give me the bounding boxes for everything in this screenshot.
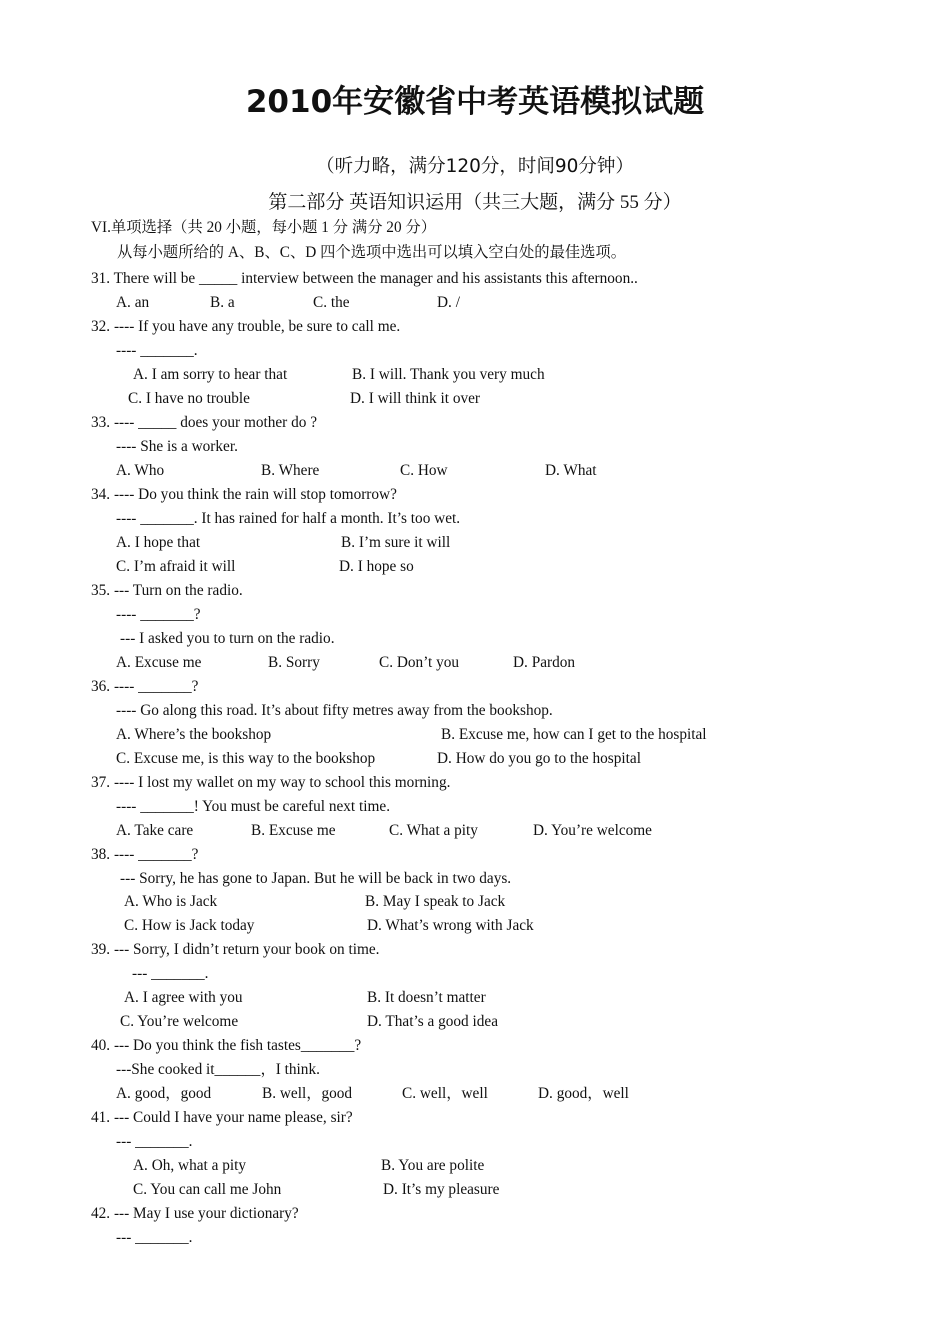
section-heading: 第二部分 英语知识运用（共三大题，满分 55 分） bbox=[268, 192, 682, 213]
option-b: B. May I speak to Jack bbox=[365, 893, 506, 910]
option-b: B. Excuse me bbox=[251, 822, 336, 839]
option-b: B. I will. Thank you very much bbox=[352, 366, 545, 383]
question-stem: 41. --- Could I have your name please, sir? bbox=[91, 1109, 353, 1126]
question-stem: 31. There will be _____ interview between the manager and his assistants this afternoon.. bbox=[91, 270, 638, 287]
option-b: B. Where bbox=[261, 462, 320, 479]
option-d: D. I will think it over bbox=[350, 390, 481, 407]
option-d: D. How do you go to the hospital bbox=[437, 750, 641, 767]
question-reply: ---- Go along this road. It’s about fifty metres away from the bookshop. bbox=[116, 702, 553, 719]
question-reply: ---- She is a worker. bbox=[116, 438, 238, 455]
option-c: C. Excuse me, is this way to the bookshop bbox=[116, 750, 376, 767]
option-b: B. well，good bbox=[262, 1085, 353, 1102]
option-a: A. I hope that bbox=[116, 534, 201, 551]
option-a: A. Oh, what a pity bbox=[133, 1157, 247, 1174]
part-heading: VI.单项选择（共 20 小题，每小题 1 分 满分 20 分） bbox=[91, 219, 437, 236]
option-b: B. Sorry bbox=[268, 654, 320, 671]
option-d: D. What’s wrong with Jack bbox=[367, 917, 534, 934]
option-d: D. What bbox=[545, 462, 597, 479]
option-d: D. That’s a good idea bbox=[367, 1013, 498, 1030]
option-d: D. good，well bbox=[538, 1085, 629, 1102]
option-d: D. You’re welcome bbox=[533, 822, 652, 839]
question-stem: 40. --- Do you think the fish tastes_______? bbox=[91, 1037, 362, 1054]
option-b: B. a bbox=[210, 294, 235, 311]
option-b: B. You are polite bbox=[381, 1157, 485, 1174]
option-a: A. I am sorry to hear that bbox=[133, 366, 288, 383]
question-reply: --- _______. bbox=[132, 965, 209, 982]
question-reply: --- _______. bbox=[116, 1133, 193, 1150]
option-b: B. Excuse me, how can I get to the hospital bbox=[441, 726, 707, 743]
option-a: A. Who is Jack bbox=[124, 893, 218, 910]
option-d: D. I hope so bbox=[339, 558, 414, 575]
question-reply: --- I asked you to turn on the radio. bbox=[120, 630, 335, 647]
option-a: A. Where’s the bookshop bbox=[116, 726, 272, 743]
option-b: B. It doesn’t matter bbox=[367, 989, 486, 1006]
exam-info: （听力略，满分120分，时间90分钟） bbox=[316, 156, 634, 177]
question-stem: 42. --- May I use your dictionary? bbox=[91, 1205, 299, 1222]
option-a: A. an bbox=[116, 294, 150, 311]
option-c: C. Don’t you bbox=[379, 654, 460, 671]
option-c: C. You’re welcome bbox=[120, 1013, 239, 1030]
option-a: A. good，good bbox=[116, 1085, 212, 1102]
option-b: B. I’m sure it will bbox=[341, 534, 451, 551]
question-reply: ---- _______? bbox=[116, 606, 201, 623]
question-reply: ---She cooked it______，I think. bbox=[116, 1061, 320, 1078]
question-stem: 39. --- Sorry, I didn’t return your book on time. bbox=[91, 941, 380, 958]
option-c: C. the bbox=[313, 294, 350, 311]
option-d: D. It’s my pleasure bbox=[383, 1181, 500, 1198]
question-reply: ---- _______! You must be careful next time. bbox=[116, 798, 391, 815]
part-instruction: 从每小题所给的 A、B、C、D 四个选项中选出可以填入空白处的最佳选项。 bbox=[117, 244, 627, 261]
option-a: A. Take care bbox=[116, 822, 194, 839]
question-stem: 36. ---- _______? bbox=[91, 678, 199, 695]
option-c: C. What a pity bbox=[389, 822, 478, 839]
option-a: A. Excuse me bbox=[116, 654, 202, 671]
option-c: C. How is Jack today bbox=[124, 917, 255, 934]
option-c: C. How bbox=[400, 462, 448, 479]
option-c: C. You can call me John bbox=[133, 1181, 282, 1198]
question-reply: --- _______. bbox=[116, 1229, 193, 1246]
option-d: D. / bbox=[437, 294, 460, 311]
question-stem: 35. --- Turn on the radio. bbox=[91, 582, 243, 599]
option-c: C. well，well bbox=[402, 1085, 488, 1102]
question-reply: ---- _______. It has rained for half a month. It’s too wet. bbox=[116, 510, 461, 527]
question-stem: 37. ---- I lost my wallet on my way to school this morning. bbox=[91, 774, 451, 791]
option-c: C. I have no trouble bbox=[128, 390, 250, 407]
page-title: 2010年安徽省中考英语模拟试题 bbox=[245, 84, 705, 120]
question-stem: 38. ---- _______? bbox=[91, 846, 199, 863]
question-stem: 34. ---- Do you think the rain will stop tomorrow? bbox=[91, 486, 397, 503]
option-d: D. Pardon bbox=[513, 654, 576, 671]
question-stem: 32. ---- If you have any trouble, be sure to call me. bbox=[91, 318, 401, 335]
option-c: C. I’m afraid it will bbox=[116, 558, 236, 575]
option-a: A. I agree with you bbox=[124, 989, 243, 1006]
question-reply: --- Sorry, he has gone to Japan. But he will be back in two days. bbox=[120, 870, 512, 887]
option-a: A. Who bbox=[116, 462, 165, 479]
question-stem: 33. ---- _____ does your mother do ? bbox=[91, 414, 318, 431]
question-reply: ---- _______. bbox=[116, 342, 198, 359]
